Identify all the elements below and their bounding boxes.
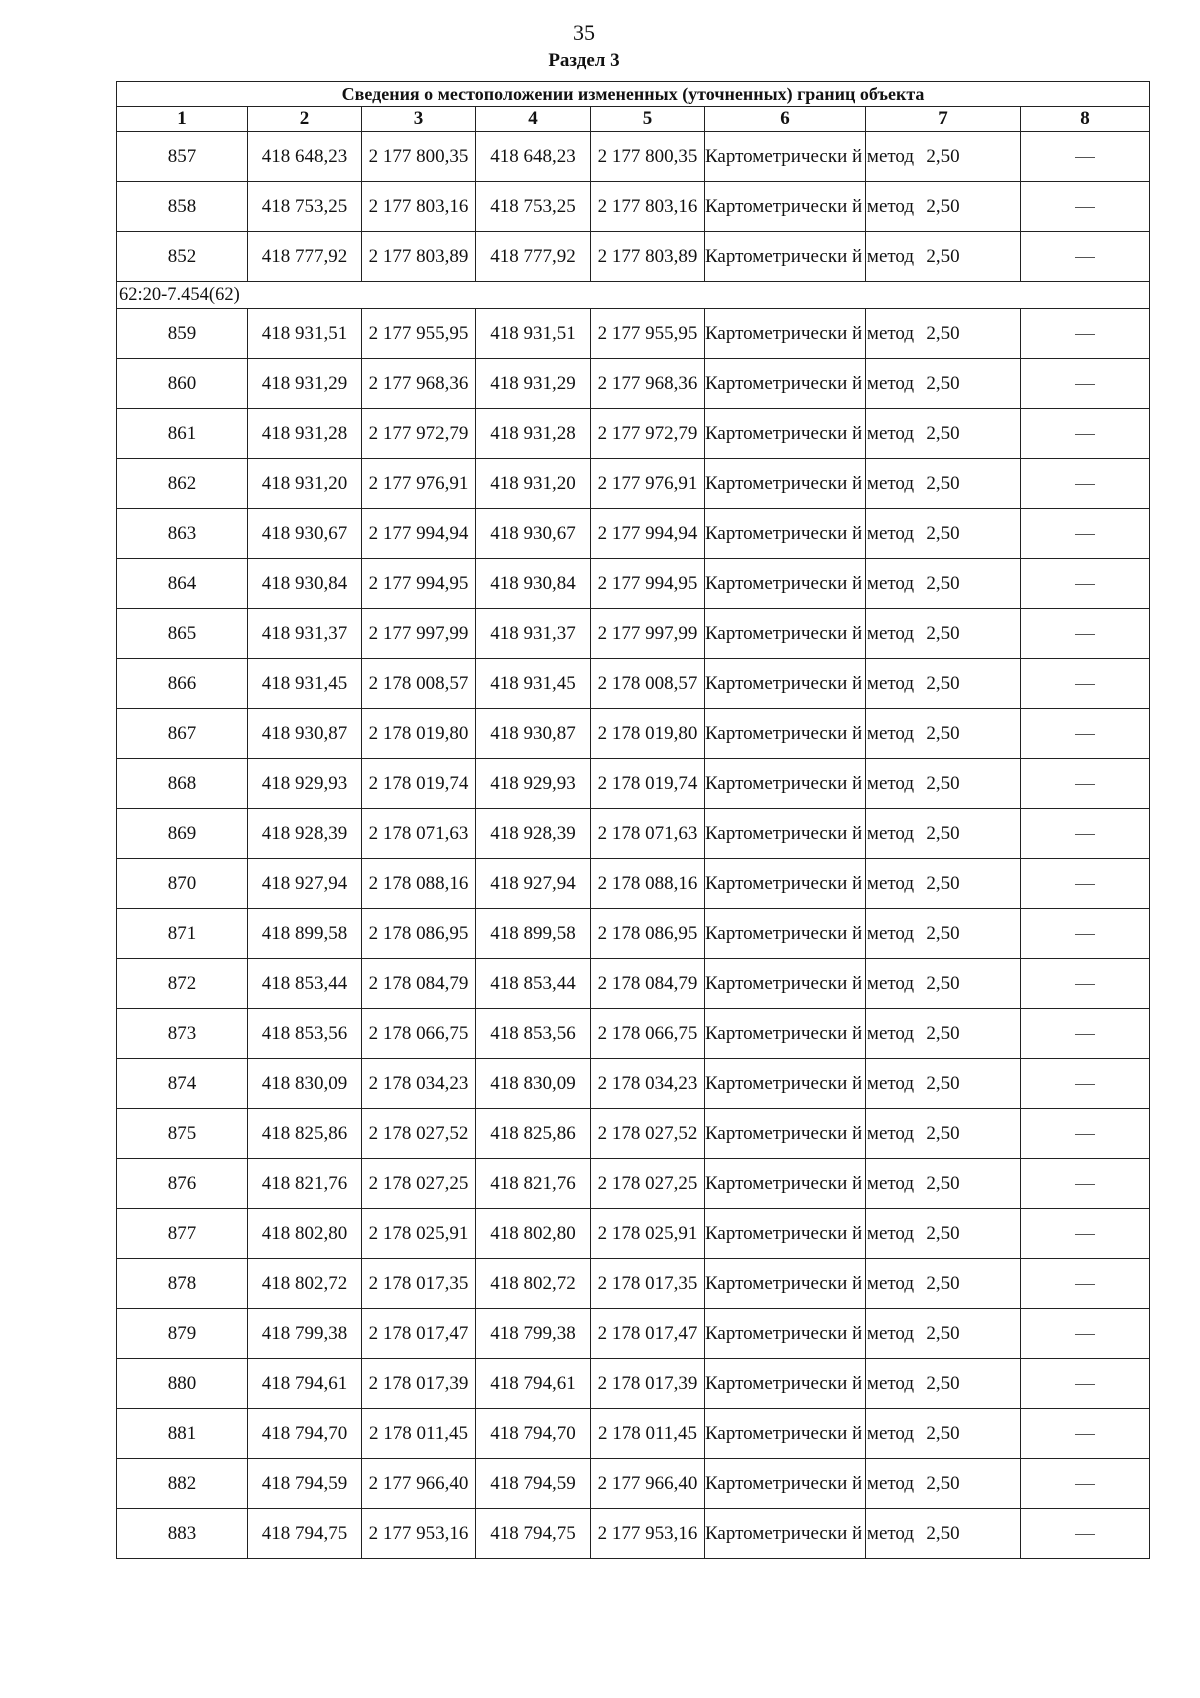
method-cell: Картометрически й метод	[705, 1059, 866, 1109]
y-existing-cell: 2 177 994,95	[362, 559, 476, 609]
table-row	[117, 759, 1150, 809]
y-existing-cell: 2 178 034,23	[362, 1059, 476, 1109]
point-number-cell: 867	[117, 709, 248, 759]
description-cell	[1021, 359, 1150, 409]
x-refined-cell: 418 794,61	[476, 1359, 591, 1409]
point-number-cell: 869	[117, 809, 248, 859]
y-existing-cell: 2 177 997,99	[362, 609, 476, 659]
y-existing-cell: 2 178 017,35	[362, 1259, 476, 1309]
point-number-cell: 871	[117, 909, 248, 959]
method-cell: Картометрически й метод	[705, 459, 866, 509]
y-existing-cell: 2 178 066,75	[362, 1009, 476, 1059]
dash-mark	[1075, 1434, 1095, 1435]
x-refined-cell: 418 794,70	[476, 1409, 591, 1459]
table-row	[117, 132, 1150, 182]
dash-mark	[1075, 934, 1095, 935]
y-refined-cell: 2 177 955,95	[591, 309, 705, 359]
table-row	[117, 559, 1150, 609]
table-row	[117, 459, 1150, 509]
accuracy-cell: 2,50	[866, 1509, 1021, 1559]
accuracy-cell: 2,50	[866, 859, 1021, 909]
point-number-cell: 870	[117, 859, 248, 909]
method-cell: Картометрически й метод	[705, 559, 866, 609]
point-number-cell: 857	[117, 132, 248, 182]
x-existing-cell: 418 777,92	[248, 232, 362, 282]
method-cell: Картометрически й метод	[705, 182, 866, 232]
accuracy-cell: 2,50	[866, 1059, 1021, 1109]
y-existing-cell: 2 177 803,16	[362, 182, 476, 232]
x-refined-cell: 418 931,51	[476, 309, 591, 359]
accuracy-cell: 2,50	[866, 359, 1021, 409]
accuracy-cell: 2,50	[866, 909, 1021, 959]
boundary-coordinates-table	[116, 81, 1150, 1559]
y-existing-cell: 2 178 011,45	[362, 1409, 476, 1459]
description-cell	[1021, 1159, 1150, 1209]
description-cell	[1021, 659, 1150, 709]
point-number-cell: 860	[117, 359, 248, 409]
x-existing-cell: 418 802,80	[248, 1209, 362, 1259]
accuracy-cell: 2,50	[866, 459, 1021, 509]
dash-mark	[1075, 734, 1095, 735]
x-refined-cell: 418 931,37	[476, 609, 591, 659]
accuracy-cell: 2,50	[866, 759, 1021, 809]
description-cell	[1021, 409, 1150, 459]
dash-mark	[1075, 1084, 1095, 1085]
y-refined-cell: 2 178 011,45	[591, 1409, 705, 1459]
dash-mark	[1075, 434, 1095, 435]
dash-mark	[1075, 1534, 1095, 1535]
dash-mark	[1075, 1184, 1095, 1185]
table-row	[117, 1359, 1150, 1409]
y-refined-cell: 2 178 086,95	[591, 909, 705, 959]
x-refined-cell: 418 753,25	[476, 182, 591, 232]
table-body	[117, 132, 1150, 1559]
y-refined-cell: 2 177 953,16	[591, 1509, 705, 1559]
y-refined-cell: 2 178 008,57	[591, 659, 705, 709]
table-row	[117, 1309, 1150, 1359]
y-refined-cell: 2 178 017,35	[591, 1259, 705, 1309]
accuracy-cell: 2,50	[866, 1309, 1021, 1359]
accuracy-cell: 2,50	[866, 1159, 1021, 1209]
dash-mark	[1075, 684, 1095, 685]
column-header: 7	[866, 107, 1021, 132]
y-existing-cell: 2 177 803,89	[362, 232, 476, 282]
page-number: 35	[573, 20, 595, 45]
y-existing-cell: 2 178 017,47	[362, 1309, 476, 1359]
column-header: 1	[117, 107, 248, 132]
y-refined-cell: 2 177 803,89	[591, 232, 705, 282]
description-cell	[1021, 859, 1150, 909]
x-refined-cell: 418 802,72	[476, 1259, 591, 1309]
accuracy-cell: 2,50	[866, 1259, 1021, 1309]
y-existing-cell: 2 178 086,95	[362, 909, 476, 959]
description-cell	[1021, 609, 1150, 659]
method-cell: Картометрически й метод	[705, 659, 866, 709]
x-refined-cell: 418 794,59	[476, 1459, 591, 1509]
point-number-cell: 859	[117, 309, 248, 359]
method-cell: Картометрически й метод	[705, 1409, 866, 1459]
method-cell: Картометрически й метод	[705, 609, 866, 659]
x-refined-cell: 418 825,86	[476, 1109, 591, 1159]
x-existing-cell: 418 794,61	[248, 1359, 362, 1409]
accuracy-cell: 2,50	[866, 232, 1021, 282]
description-cell	[1021, 809, 1150, 859]
method-cell: Картометрически й метод	[705, 1109, 866, 1159]
x-refined-cell: 418 928,39	[476, 809, 591, 859]
x-existing-cell: 418 802,72	[248, 1259, 362, 1309]
table-row	[117, 182, 1150, 232]
table-row	[117, 659, 1150, 709]
y-refined-cell: 2 178 019,80	[591, 709, 705, 759]
accuracy-cell: 2,50	[866, 1409, 1021, 1459]
point-number-cell: 864	[117, 559, 248, 609]
x-refined-cell: 418 802,80	[476, 1209, 591, 1259]
y-refined-cell: 2 178 071,63	[591, 809, 705, 859]
x-existing-cell: 418 853,44	[248, 959, 362, 1009]
y-existing-cell: 2 178 019,80	[362, 709, 476, 759]
x-existing-cell: 418 927,94	[248, 859, 362, 909]
method-cell: Картометрически й метод	[705, 1159, 866, 1209]
accuracy-cell: 2,50	[866, 659, 1021, 709]
method-cell: Картометрически й метод	[705, 859, 866, 909]
table-row	[117, 1209, 1150, 1259]
x-refined-cell: 418 821,76	[476, 1159, 591, 1209]
accuracy-cell: 2,50	[866, 182, 1021, 232]
dash-mark	[1075, 1234, 1095, 1235]
description-cell	[1021, 1509, 1150, 1559]
table-row	[117, 232, 1150, 282]
accuracy-cell: 2,50	[866, 1459, 1021, 1509]
y-refined-cell: 2 177 968,36	[591, 359, 705, 409]
y-existing-cell: 2 178 027,25	[362, 1159, 476, 1209]
y-refined-cell: 2 177 994,95	[591, 559, 705, 609]
x-existing-cell: 418 799,38	[248, 1309, 362, 1359]
accuracy-cell: 2,50	[866, 1359, 1021, 1409]
table-row	[117, 809, 1150, 859]
point-number-cell: 861	[117, 409, 248, 459]
y-refined-cell: 2 177 997,99	[591, 609, 705, 659]
description-cell	[1021, 1109, 1150, 1159]
x-existing-cell: 418 821,76	[248, 1159, 362, 1209]
y-existing-cell: 2 177 968,36	[362, 359, 476, 409]
description-cell	[1021, 759, 1150, 809]
dash-mark	[1075, 1384, 1095, 1385]
method-cell: Картометрически й метод	[705, 1009, 866, 1059]
accuracy-cell: 2,50	[866, 709, 1021, 759]
table-row	[117, 709, 1150, 759]
table-row	[117, 309, 1150, 359]
section-title: Раздел 3	[548, 50, 620, 71]
y-refined-cell: 2 177 994,94	[591, 509, 705, 559]
dash-mark	[1075, 884, 1095, 885]
x-existing-cell: 418 929,93	[248, 759, 362, 809]
description-cell	[1021, 309, 1150, 359]
dash-mark	[1075, 207, 1095, 208]
x-refined-cell: 418 777,92	[476, 232, 591, 282]
x-existing-cell: 418 928,39	[248, 809, 362, 859]
x-refined-cell: 418 799,38	[476, 1309, 591, 1359]
method-cell: Картометрически й метод	[705, 359, 866, 409]
point-number-cell: 874	[117, 1059, 248, 1109]
table-row	[117, 859, 1150, 909]
x-refined-cell: 418 930,84	[476, 559, 591, 609]
column-header: 4	[476, 107, 591, 132]
method-cell: Картометрически й метод	[705, 1309, 866, 1359]
description-cell	[1021, 509, 1150, 559]
point-number-cell: 882	[117, 1459, 248, 1509]
dash-mark	[1075, 1484, 1095, 1485]
y-refined-cell: 2 178 027,52	[591, 1109, 705, 1159]
y-refined-cell: 2 177 800,35	[591, 132, 705, 182]
point-number-cell: 862	[117, 459, 248, 509]
point-number-cell: 879	[117, 1309, 248, 1359]
y-existing-cell: 2 177 953,16	[362, 1509, 476, 1559]
accuracy-cell: 2,50	[866, 1209, 1021, 1259]
method-cell: Картометрически й метод	[705, 709, 866, 759]
point-number-cell: 881	[117, 1409, 248, 1459]
x-refined-cell: 418 931,20	[476, 459, 591, 509]
dash-mark	[1075, 534, 1095, 535]
table-row	[117, 1109, 1150, 1159]
y-existing-cell: 2 177 800,35	[362, 132, 476, 182]
y-refined-cell: 2 177 972,79	[591, 409, 705, 459]
x-refined-cell: 418 853,44	[476, 959, 591, 1009]
y-refined-cell: 2 178 066,75	[591, 1009, 705, 1059]
x-existing-cell: 418 931,45	[248, 659, 362, 709]
y-existing-cell: 2 177 972,79	[362, 409, 476, 459]
description-cell	[1021, 182, 1150, 232]
y-refined-cell: 2 177 976,91	[591, 459, 705, 509]
point-number-cell: 873	[117, 1009, 248, 1059]
dash-mark	[1075, 384, 1095, 385]
y-existing-cell: 2 178 019,74	[362, 759, 476, 809]
dash-mark	[1075, 484, 1095, 485]
y-existing-cell: 2 178 025,91	[362, 1209, 476, 1259]
x-existing-cell: 418 794,75	[248, 1509, 362, 1559]
description-cell	[1021, 959, 1150, 1009]
table-row	[117, 609, 1150, 659]
x-existing-cell: 418 930,84	[248, 559, 362, 609]
method-cell: Картометрически й метод	[705, 1509, 866, 1559]
method-cell: Картометрически й метод	[705, 1459, 866, 1509]
method-cell: Картометрически й метод	[705, 409, 866, 459]
method-cell: Картометрически й метод	[705, 1209, 866, 1259]
y-existing-cell: 2 178 008,57	[362, 659, 476, 709]
dash-mark	[1075, 1134, 1095, 1135]
column-header: 2	[248, 107, 362, 132]
x-existing-cell: 418 825,86	[248, 1109, 362, 1159]
table-row	[117, 509, 1150, 559]
column-number-row	[117, 107, 1150, 132]
description-cell	[1021, 1459, 1150, 1509]
x-existing-cell: 418 830,09	[248, 1059, 362, 1109]
x-refined-cell: 418 929,93	[476, 759, 591, 809]
x-existing-cell: 418 853,56	[248, 1009, 362, 1059]
dash-mark	[1075, 257, 1095, 258]
x-existing-cell: 418 753,25	[248, 182, 362, 232]
point-number-cell: 875	[117, 1109, 248, 1159]
x-refined-cell: 418 830,09	[476, 1059, 591, 1109]
y-refined-cell: 2 178 017,47	[591, 1309, 705, 1359]
dash-mark	[1075, 157, 1095, 158]
table-row	[117, 1159, 1150, 1209]
method-cell: Картометрически й метод	[705, 309, 866, 359]
cadastral-zone-label: 62:20-7.454(62)	[117, 282, 1150, 309]
method-cell: Картометрически й метод	[705, 1359, 866, 1409]
dash-mark	[1075, 634, 1095, 635]
x-refined-cell: 418 930,87	[476, 709, 591, 759]
x-existing-cell: 418 931,51	[248, 309, 362, 359]
x-existing-cell: 418 931,37	[248, 609, 362, 659]
method-cell: Картометрически й метод	[705, 132, 866, 182]
column-header: 6	[705, 107, 866, 132]
description-cell	[1021, 232, 1150, 282]
table-row	[117, 1409, 1150, 1459]
x-existing-cell: 418 648,23	[248, 132, 362, 182]
description-cell	[1021, 132, 1150, 182]
method-cell: Картометрически й метод	[705, 509, 866, 559]
table-row	[117, 409, 1150, 459]
point-number-cell: 865	[117, 609, 248, 659]
accuracy-cell: 2,50	[866, 509, 1021, 559]
point-number-cell: 866	[117, 659, 248, 709]
table-row	[117, 1259, 1150, 1309]
column-header: 3	[362, 107, 476, 132]
x-existing-cell: 418 931,29	[248, 359, 362, 409]
accuracy-cell: 2,50	[866, 309, 1021, 359]
y-refined-cell: 2 178 025,91	[591, 1209, 705, 1259]
point-number-cell: 858	[117, 182, 248, 232]
accuracy-cell: 2,50	[866, 1109, 1021, 1159]
dash-mark	[1075, 1334, 1095, 1335]
column-header: 8	[1021, 107, 1150, 132]
x-existing-cell: 418 930,67	[248, 509, 362, 559]
y-existing-cell: 2 178 027,52	[362, 1109, 476, 1159]
table-row	[117, 1059, 1150, 1109]
x-existing-cell: 418 931,20	[248, 459, 362, 509]
table-row	[117, 1009, 1150, 1059]
group-row	[117, 282, 1150, 309]
x-existing-cell: 418 794,70	[248, 1409, 362, 1459]
x-refined-cell: 418 931,28	[476, 409, 591, 459]
description-cell	[1021, 1209, 1150, 1259]
x-refined-cell: 418 899,58	[476, 909, 591, 959]
x-existing-cell: 418 931,28	[248, 409, 362, 459]
dash-mark	[1075, 584, 1095, 585]
description-cell	[1021, 559, 1150, 609]
point-number-cell: 878	[117, 1259, 248, 1309]
description-cell	[1021, 1009, 1150, 1059]
y-existing-cell: 2 178 088,16	[362, 859, 476, 909]
method-cell: Картометрически й метод	[705, 909, 866, 959]
y-existing-cell: 2 177 976,91	[362, 459, 476, 509]
method-cell: Картометрически й метод	[705, 809, 866, 859]
dash-mark	[1075, 984, 1095, 985]
accuracy-cell: 2,50	[866, 809, 1021, 859]
accuracy-cell: 2,50	[866, 609, 1021, 659]
y-refined-cell: 2 178 017,39	[591, 1359, 705, 1409]
y-refined-cell: 2 178 034,23	[591, 1059, 705, 1109]
x-existing-cell: 418 930,87	[248, 709, 362, 759]
y-existing-cell: 2 177 994,94	[362, 509, 476, 559]
y-refined-cell: 2 178 027,25	[591, 1159, 705, 1209]
y-refined-cell: 2 178 019,74	[591, 759, 705, 809]
x-refined-cell: 418 648,23	[476, 132, 591, 182]
table-title: Сведения о местоположении измененных (уточненных) границ объекта	[117, 82, 1150, 107]
point-number-cell: 852	[117, 232, 248, 282]
description-cell	[1021, 709, 1150, 759]
description-cell	[1021, 1359, 1150, 1409]
description-cell	[1021, 1059, 1150, 1109]
point-number-cell: 876	[117, 1159, 248, 1209]
table-row	[117, 1459, 1150, 1509]
point-number-cell: 877	[117, 1209, 248, 1259]
x-refined-cell: 418 794,75	[476, 1509, 591, 1559]
description-cell	[1021, 909, 1150, 959]
description-cell	[1021, 1309, 1150, 1359]
x-refined-cell: 418 931,29	[476, 359, 591, 409]
dash-mark	[1075, 334, 1095, 335]
dash-mark	[1075, 834, 1095, 835]
table-row	[117, 909, 1150, 959]
column-header: 5	[591, 107, 705, 132]
x-refined-cell: 418 853,56	[476, 1009, 591, 1059]
x-refined-cell: 418 927,94	[476, 859, 591, 909]
dash-mark	[1075, 784, 1095, 785]
description-cell	[1021, 1259, 1150, 1309]
y-existing-cell: 2 178 071,63	[362, 809, 476, 859]
point-number-cell: 883	[117, 1509, 248, 1559]
y-existing-cell: 2 178 084,79	[362, 959, 476, 1009]
x-refined-cell: 418 930,67	[476, 509, 591, 559]
point-number-cell: 868	[117, 759, 248, 809]
y-refined-cell: 2 177 966,40	[591, 1459, 705, 1509]
method-cell: Картометрически й метод	[705, 1259, 866, 1309]
x-existing-cell: 418 794,59	[248, 1459, 362, 1509]
table-row	[117, 359, 1150, 409]
point-number-cell: 863	[117, 509, 248, 559]
method-cell: Картометрически й метод	[705, 232, 866, 282]
accuracy-cell: 2,50	[866, 409, 1021, 459]
x-refined-cell: 418 931,45	[476, 659, 591, 709]
accuracy-cell: 2,50	[866, 1009, 1021, 1059]
y-refined-cell: 2 178 088,16	[591, 859, 705, 909]
y-existing-cell: 2 177 955,95	[362, 309, 476, 359]
accuracy-cell: 2,50	[866, 132, 1021, 182]
x-existing-cell: 418 899,58	[248, 909, 362, 959]
y-refined-cell: 2 178 084,79	[591, 959, 705, 1009]
table-row	[117, 959, 1150, 1009]
y-existing-cell: 2 178 017,39	[362, 1359, 476, 1409]
dash-mark	[1075, 1034, 1095, 1035]
description-cell	[1021, 459, 1150, 509]
method-cell: Картометрически й метод	[705, 759, 866, 809]
accuracy-cell: 2,50	[866, 559, 1021, 609]
description-cell	[1021, 1409, 1150, 1459]
point-number-cell: 880	[117, 1359, 248, 1409]
point-number-cell: 872	[117, 959, 248, 1009]
y-existing-cell: 2 177 966,40	[362, 1459, 476, 1509]
accuracy-cell: 2,50	[866, 959, 1021, 1009]
y-refined-cell: 2 177 803,16	[591, 182, 705, 232]
table-row	[117, 1509, 1150, 1559]
dash-mark	[1075, 1284, 1095, 1285]
method-cell: Картометрически й метод	[705, 959, 866, 1009]
